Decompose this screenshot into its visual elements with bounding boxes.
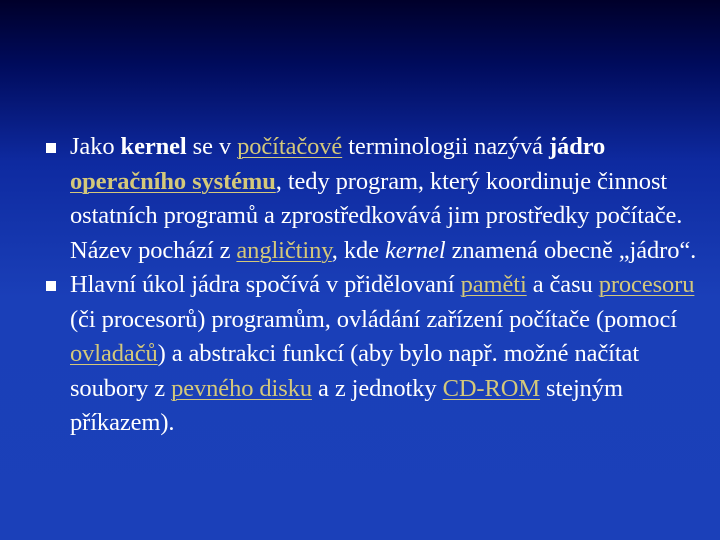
link-pocitacove[interactable]: počítačové — [237, 133, 343, 160]
link-operacni-system[interactable]: operačního systému — [70, 167, 276, 195]
square-bullet-icon — [46, 281, 56, 291]
plain-text: , kde — [331, 236, 385, 264]
link-cd-rom[interactable]: CD-ROM — [442, 374, 541, 402]
link-anglictina[interactable]: angličtiny — [236, 236, 332, 264]
bullet-item-kernel-role — [40, 268, 705, 441]
plain-text: ) a abstrakci funkcí (aby bylo např. možné načítat soubory z — [70, 340, 640, 402]
plain-text: , tedy program, který koordinuje činnost ostatních programů a zprostředkovává jim prostředky počítače. Název pochází z — [70, 167, 683, 264]
term-jadro: jádro — [548, 133, 606, 160]
link-pevny-disk[interactable]: pevného disku — [171, 374, 312, 402]
bullet-item-kernel-definition — [40, 130, 705, 268]
plain-text: stejným příkazem). — [70, 374, 623, 436]
plain-text: a času — [526, 271, 599, 298]
plain-text: terminologii nazývá — [342, 133, 549, 160]
plain-text: (či procesorů) programům, ovládání zařízení počítače (pomocí — [70, 305, 677, 333]
term-kernel: kernel — [120, 133, 187, 160]
term-kernel-italic: kernel — [384, 236, 446, 264]
link-procesor[interactable]: procesoru — [598, 271, 695, 298]
plain-text: se v — [186, 133, 238, 160]
link-pamet[interactable]: paměti — [460, 271, 527, 298]
square-bullet-icon — [46, 143, 56, 153]
plain-text: Hlavní úkol jádra spočívá v přidělovaní — [70, 271, 461, 298]
plain-text: znamená obecně „jádro“. — [445, 236, 697, 264]
slide-content — [40, 130, 705, 441]
plain-text: Jako — [70, 133, 121, 160]
link-ovladace[interactable]: ovladačů — [70, 340, 158, 367]
plain-text: a z jednotky — [312, 374, 443, 402]
